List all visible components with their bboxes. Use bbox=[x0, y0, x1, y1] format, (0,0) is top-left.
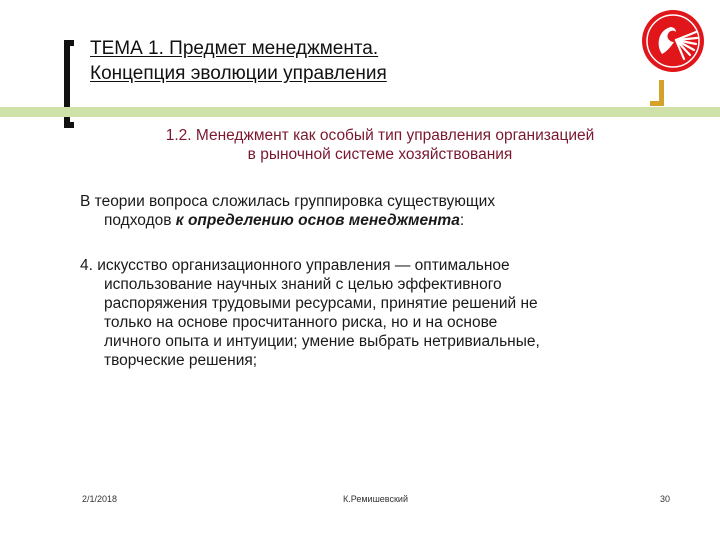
footer-date: 2/1/2018 bbox=[82, 494, 118, 504]
topic-title-line-1: ТЕМА 1. Предмет менеджмента. bbox=[90, 38, 379, 59]
right-bracket-decoration bbox=[650, 80, 664, 106]
paragraph-2-line: личного опыта и интуиции; умение выбрать нетривиальные, bbox=[104, 333, 540, 350]
paragraph-1-prefix: подходов bbox=[104, 212, 176, 229]
paragraph-2-line: использование научных знаний с целью эффективного bbox=[104, 276, 502, 293]
university-emblem-icon bbox=[640, 8, 706, 74]
paragraph-2-line: только на основе просчитанного риска, но и на основе bbox=[104, 314, 498, 331]
footer-author: К.Ремишевский bbox=[343, 494, 408, 504]
paragraph-1-suffix: : bbox=[459, 212, 465, 229]
paragraph-2-definition-start: — оптимальное bbox=[390, 257, 510, 274]
green-divider-bar bbox=[0, 107, 720, 117]
topic-title bbox=[90, 36, 550, 86]
section-subtitle-line-2: в рыночной системе хозяйствования bbox=[247, 146, 513, 163]
section-subtitle bbox=[80, 126, 680, 164]
paragraph-1-line-2 bbox=[80, 211, 640, 230]
paragraph-approaches bbox=[80, 192, 640, 230]
paragraph-2-line: творческие решения; bbox=[104, 352, 258, 369]
paragraph-1-emphasis: к определению основ менеджмента bbox=[175, 212, 460, 229]
section-subtitle-line-1: 1.2. Менеджмент как особый тип управления организацией bbox=[165, 127, 595, 144]
paragraph-art-of-management bbox=[80, 256, 640, 370]
paragraph-2-line: распоряжения трудовыми ресурсами, принятие решений не bbox=[104, 295, 538, 312]
topic-title-line-2: Концепция эволюции управления bbox=[90, 63, 387, 84]
paragraph-1-line-1: В теории вопроса сложилась группировка существующих bbox=[80, 193, 496, 210]
paragraph-2-line-1 bbox=[80, 256, 640, 275]
footer-page-number: 30 bbox=[660, 494, 671, 504]
paragraph-2-term: 4. искусство организационного управления bbox=[80, 257, 391, 274]
